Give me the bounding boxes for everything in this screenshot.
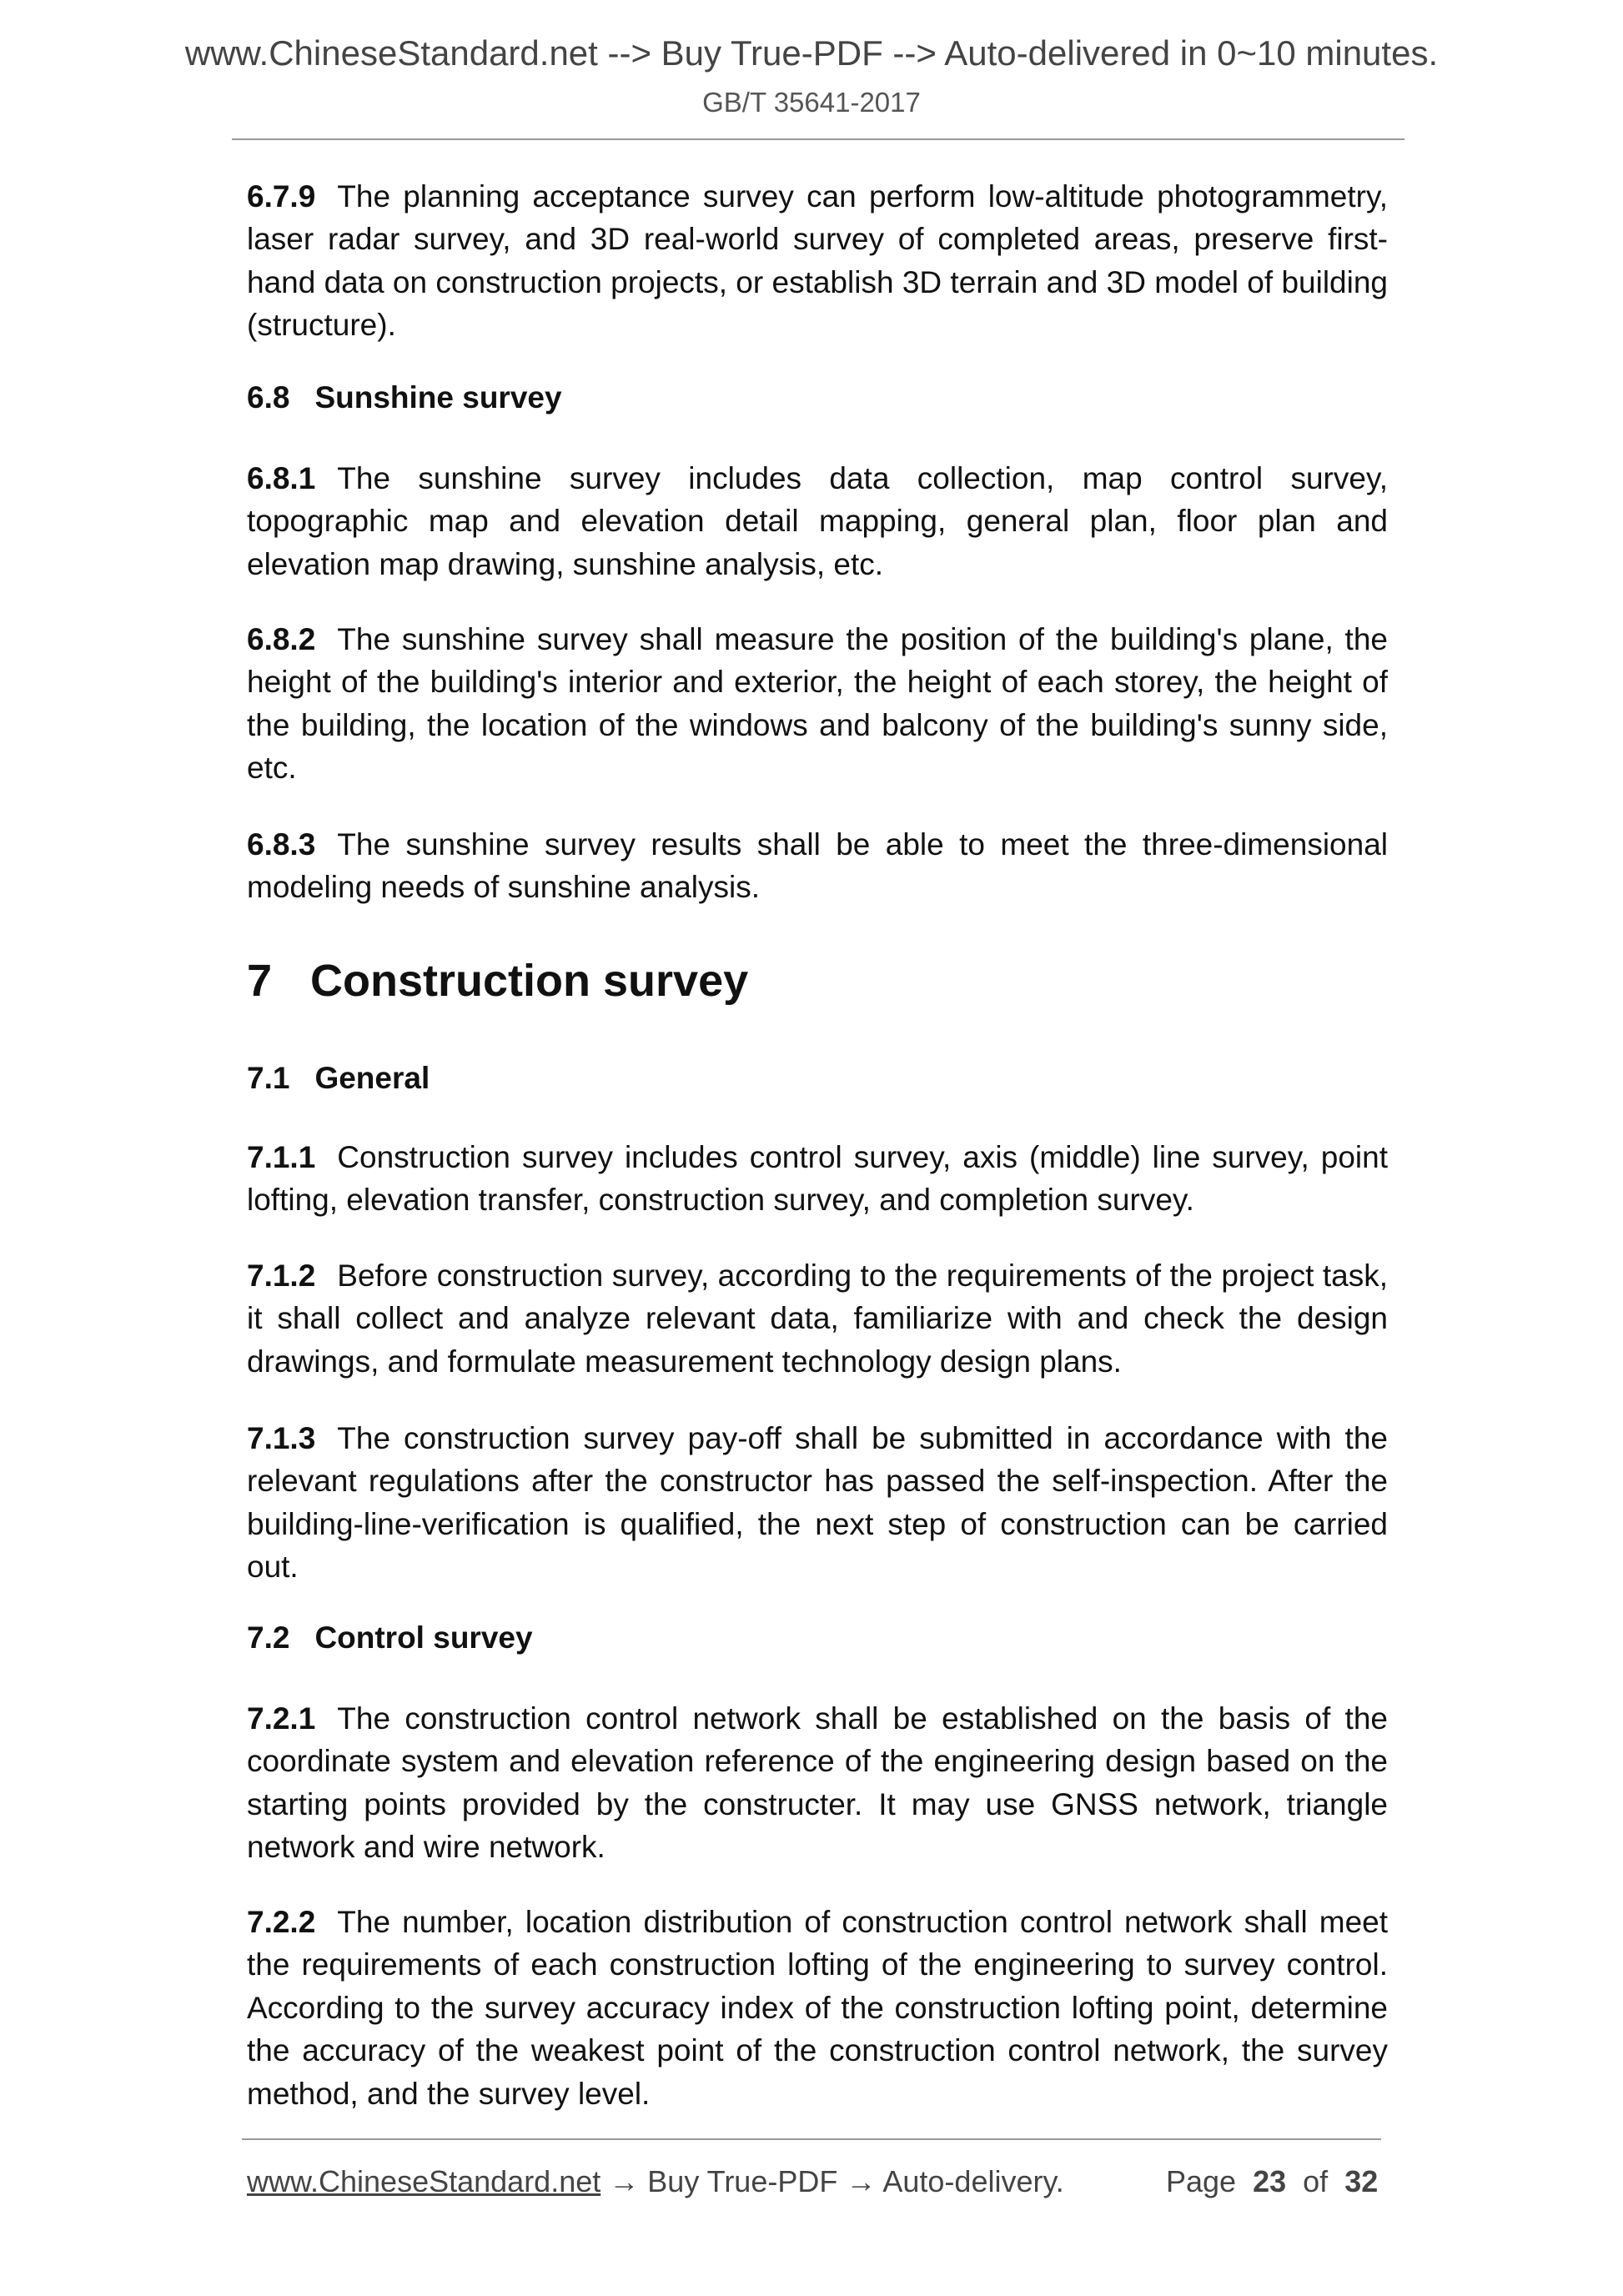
page-label: Page	[1166, 2164, 1237, 2198]
heading-7: 7 Construction survey	[247, 956, 749, 1006]
heading-6-8: 6.8 Sunshine survey	[247, 380, 562, 414]
site-link[interactable]: www.ChineseStandard.net	[247, 2164, 601, 2198]
delivery-text: Auto-delivery.	[882, 2164, 1064, 2198]
clause-6-8-2: 6.8.2 The sunshine survey shall measure the position of the building's plane, the height of the building's interior and exterior, the height of each storey, the height of the building, the location of the windows and balcony of the building's sunny side, etc.	[247, 622, 1388, 786]
clause-7-2-2: 7.2.2 The number, location distribution of construction control network shall meet the requirements of each construction lofting of the engineering to survey control. According to the survey accuracy index of the construction lofting point, determine the accuracy of the weakest point of the construction control network, the survey method, and the survey level.	[247, 1905, 1388, 2111]
clause-6-7-9: 6.7.9 The planning acceptance survey can perform low-altitude photogrammetry, laser radar survey, and 3D real-world survey of completed areas, preserve first-hand data on construction projects, or establish 3D terrain and 3D model of building (structure).	[247, 179, 1388, 343]
heading-7-1: 7.1 General	[247, 1061, 430, 1095]
standard-number: GB/T 35641-2017	[702, 87, 921, 118]
buy-text: Buy True-PDF	[647, 2164, 838, 2198]
clause-7-1-2: 7.1.2 Before construction survey, according to the requirements of the project task, it shall collect and analyze relevant data, familiarize with and check the design drawings, and formulate measurement technology design plans.	[247, 1259, 1388, 1379]
header-banner: www.ChineseStandard.net --> Buy True-PDF --> Auto-delivered in 0~10 minutes.	[184, 33, 1439, 73]
page-number: 23	[1253, 2164, 1287, 2198]
of-label: of	[1303, 2164, 1329, 2198]
clause-7-2-1: 7.2.1 The construction control network shall be established on the basis of the coordinate system and elevation reference of the engineering design based on the starting points provided by the constructer. It may use GNSS network, triangle network and wire network.	[247, 1701, 1388, 1865]
clause-7-1-3: 7.1.3 The construction survey pay-off shall be submitted in accordance with the relevant regulations after the constructor has passed the self-inspection. After the building-line-verification is qualified, the next step of construction can be carried out.	[247, 1421, 1388, 1585]
arrow-icon: →	[609, 2164, 640, 2198]
footer-divider	[242, 2138, 1381, 2140]
page-total: 32	[1344, 2164, 1379, 2198]
clause-7-1-1: 7.1.1 Construction survey includes control survey, axis (middle) line survey, point lofting, elevation transfer, construction survey, and completion survey.	[247, 1140, 1388, 1218]
page-indicator	[1166, 2164, 1378, 2199]
heading-7-2: 7.2 Control survey	[247, 1620, 533, 1655]
clause-6-8-3: 6.8.3 The sunshine survey results shall be able to meet the three-dimensional modeling needs of sunshine analysis.	[247, 827, 1388, 905]
header-divider	[232, 138, 1404, 140]
footer-links	[247, 2164, 1064, 2199]
clause-6-8-1: 6.8.1 The sunshine survey includes data collection, map control survey, topographic map and elevation detail mapping, general plan, floor plan and elevation map drawing, sunshine analysis, etc.	[247, 461, 1388, 581]
arrow-icon: →	[846, 2164, 877, 2198]
